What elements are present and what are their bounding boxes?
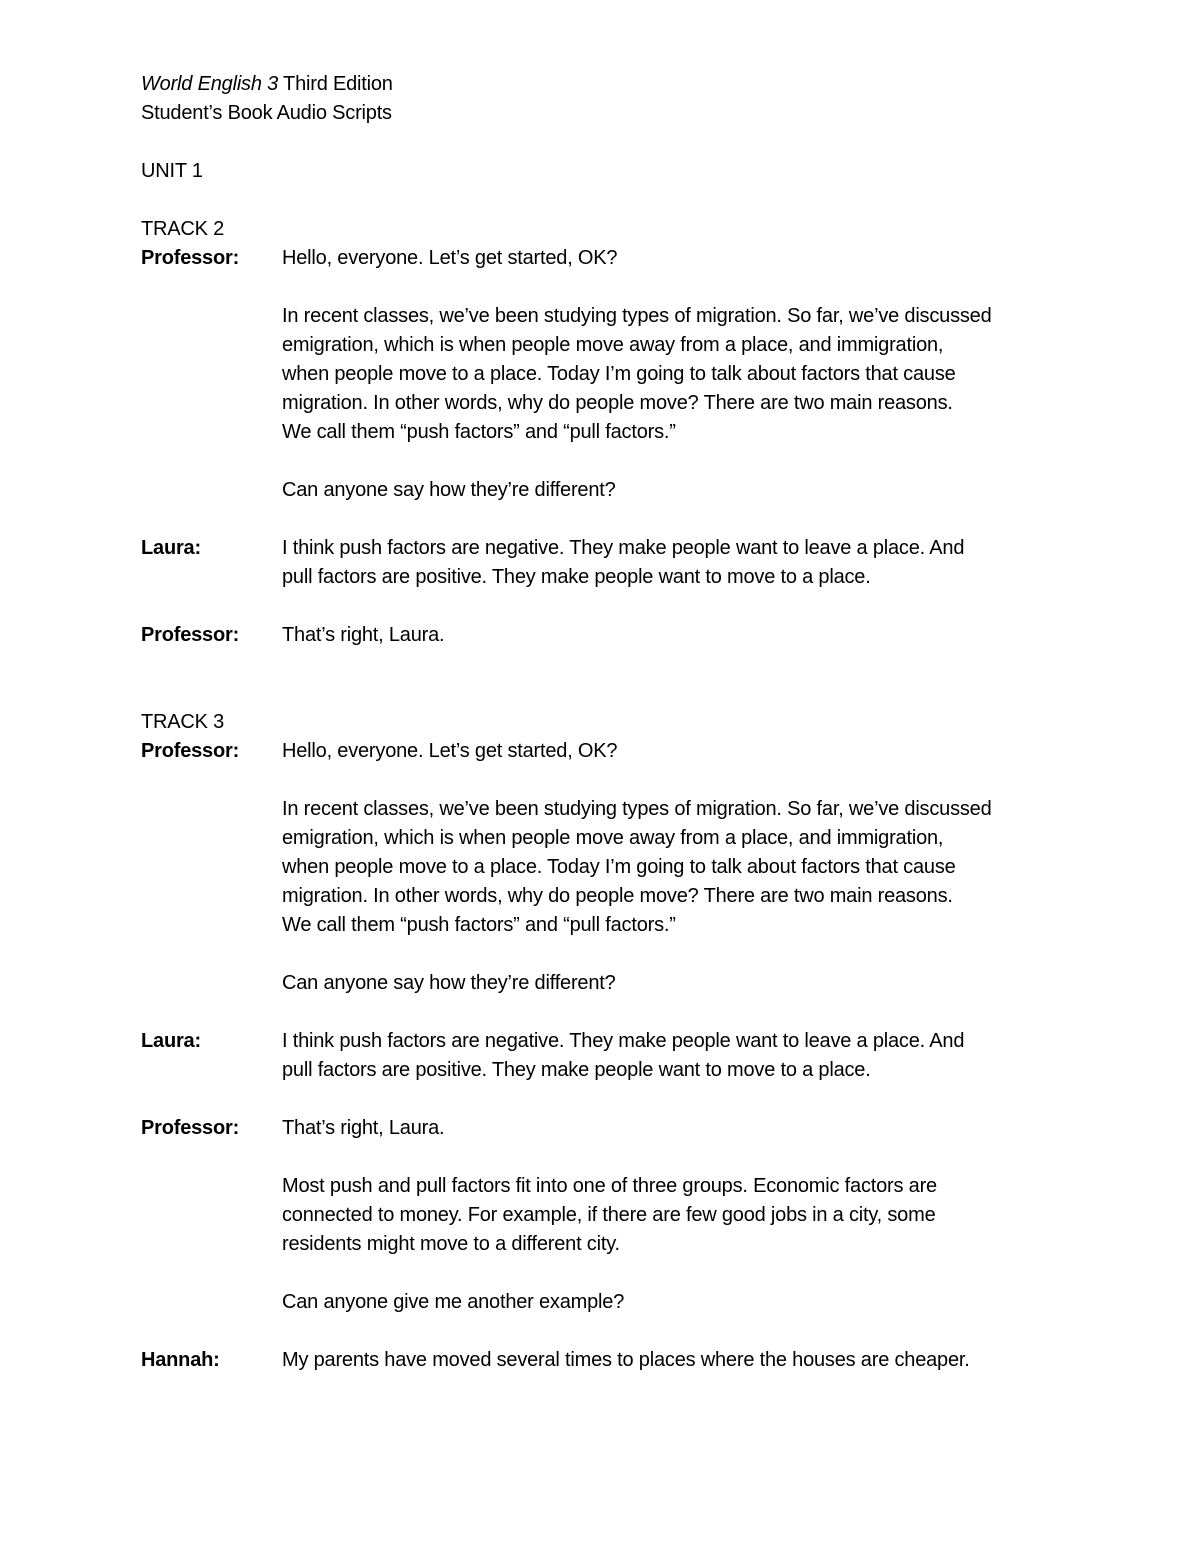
speech-line: Can anyone give me another example? <box>282 1291 625 1313</box>
speaker-name <box>141 1172 282 1201</box>
dialogue-turn <box>141 1114 1071 1143</box>
speech-text <box>282 969 1071 998</box>
speech-text <box>282 1346 1071 1375</box>
track-2-heading: TRACK 2 <box>141 218 225 240</box>
dialogue-turn <box>141 302 1071 447</box>
speech-line: In recent classes, we’ve been studying types of migration. So far, we’ve discussed <box>282 305 992 327</box>
track-3-heading: TRACK 3 <box>141 711 225 733</box>
speech-text <box>282 476 1071 505</box>
speech-line: Can anyone say how they’re different? <box>282 972 616 994</box>
speaker-name: Professor: <box>141 740 240 762</box>
track-3-section <box>141 708 1071 1375</box>
speaker-name: Professor: <box>141 247 240 269</box>
speech-line: when people move to a place. Today I’m going to talk about factors that cause <box>282 363 956 385</box>
dialogue-turn <box>141 1346 1071 1375</box>
speaker-name: Professor: <box>141 624 240 646</box>
speech-line: Hello, everyone. Let’s get started, OK? <box>282 740 618 762</box>
dialogue-turn <box>141 534 1071 592</box>
document-subtitle: Student’s Book Audio Scripts <box>141 102 392 124</box>
speaker-name: Laura: <box>141 537 201 559</box>
speech-text <box>282 534 1071 592</box>
speech-line: That’s right, Laura. <box>282 624 445 646</box>
speech-text <box>282 244 1071 273</box>
speaker-name: Laura: <box>141 1030 201 1052</box>
speaker-name <box>141 1288 282 1317</box>
speech-text <box>282 795 1071 940</box>
speech-line: emigration, which is when people move away from a place, and immigration, <box>282 334 944 356</box>
speech-text <box>282 1114 1071 1143</box>
speaker-name <box>141 476 282 505</box>
book-title: World English 3 <box>141 73 279 95</box>
dialogue-turn <box>141 795 1071 940</box>
speech-line: pull factors are positive. They make people want to move to a place. <box>282 1059 871 1081</box>
speech-line: migration. In other words, why do people move? There are two main reasons. <box>282 885 953 907</box>
speech-text <box>282 1172 1071 1259</box>
speech-text <box>282 737 1071 766</box>
speech-text <box>282 1288 1071 1317</box>
speech-line: Can anyone say how they’re different? <box>282 479 616 501</box>
speech-text <box>282 302 1071 447</box>
speaker-name: Hannah: <box>141 1349 220 1371</box>
speech-text <box>282 621 1071 650</box>
document-title <box>141 70 1071 99</box>
speech-line: In recent classes, we’ve been studying types of migration. So far, we’ve discussed <box>282 798 992 820</box>
speaker-name <box>141 302 282 331</box>
speech-line: We call them “push factors” and “pull factors.” <box>282 914 676 936</box>
dialogue-turn <box>141 1288 1071 1317</box>
track-3-dialogue <box>141 737 1071 1375</box>
dialogue-turn <box>141 621 1071 650</box>
dialogue-turn <box>141 1172 1071 1259</box>
speech-line: residents might move to a different city. <box>282 1233 620 1255</box>
speaker-name: Professor: <box>141 1117 240 1139</box>
speech-line: We call them “push factors” and “pull factors.” <box>282 421 676 443</box>
unit-heading: UNIT 1 <box>141 160 203 182</box>
track-2-section <box>141 215 1071 650</box>
speaker-name <box>141 795 282 824</box>
speech-line: Hello, everyone. Let’s get started, OK? <box>282 247 618 269</box>
speech-line: emigration, which is when people move away from a place, and immigration, <box>282 827 944 849</box>
speech-line: pull factors are positive. They make people want to move to a place. <box>282 566 871 588</box>
audio-script-document <box>141 70 1071 1375</box>
speech-line: Most push and pull factors fit into one of three groups. Economic factors are <box>282 1175 937 1197</box>
speech-line: My parents have moved several times to places where the houses are cheaper. <box>282 1349 970 1371</box>
speech-line: That’s right, Laura. <box>282 1117 445 1139</box>
dialogue-turn <box>141 244 1071 273</box>
speech-line: I think push factors are negative. They make people want to leave a place. And <box>282 1030 965 1052</box>
speech-line: I think push factors are negative. They make people want to leave a place. And <box>282 537 965 559</box>
dialogue-turn <box>141 737 1071 766</box>
edition-label: Third Edition <box>278 73 393 95</box>
speech-line: when people move to a place. Today I’m going to talk about factors that cause <box>282 856 956 878</box>
speech-text <box>282 1027 1071 1085</box>
speech-line: migration. In other words, why do people move? There are two main reasons. <box>282 392 953 414</box>
dialogue-turn <box>141 1027 1071 1085</box>
speaker-name <box>141 969 282 998</box>
speech-line: connected to money. For example, if there are few good jobs in a city, some <box>282 1204 936 1226</box>
track-2-dialogue <box>141 244 1071 650</box>
dialogue-turn <box>141 969 1071 998</box>
dialogue-turn <box>141 476 1071 505</box>
